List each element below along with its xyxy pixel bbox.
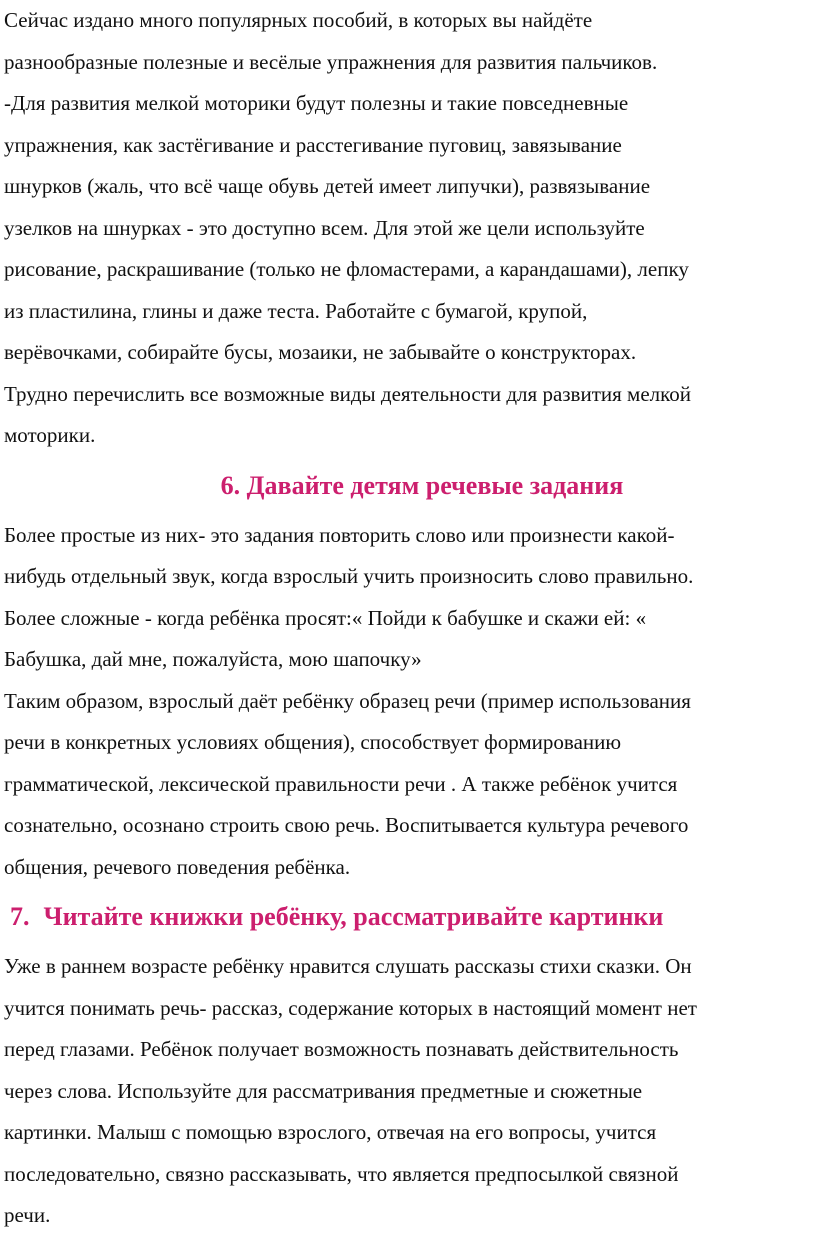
text-line: Более простые из них- это задания повторить слово или произнести какой- — [4, 522, 675, 547]
text-line: рисование, раскрашивание (только не фломастерами, а карандашами), лепку — [4, 257, 689, 281]
text-line: перед глазами. Ребёнок получает возможность познавать действительность — [4, 1037, 679, 1061]
text-line: моторики. — [4, 423, 96, 447]
text-line: Более сложные - когда ребёнка просят:« Пойди к бабушке и скажи ей: « — [4, 605, 647, 630]
text-line: узелков на шнурках - это доступно всем. Для этой же цели используйте — [4, 215, 645, 240]
text-line: через слова. Используйте для рассматривания предметные и сюжетные — [4, 1078, 643, 1103]
text-line: картинки. Малыш с помощью взрослого, отвечая на его вопросы, учится — [4, 1120, 657, 1144]
text-line: Уже в раннем возрасте ребёнку нравится слушать рассказы стихи сказки. Он — [4, 954, 692, 978]
section-7-title: Читайте книжки ребёнку, рассматривайте картинки — [43, 902, 664, 931]
section-7-paragraph — [4, 946, 810, 1237]
section-6-heading: 6. Давайте детям речевые задания — [220, 470, 624, 500]
text-line: речи в конкретных условиях общения), способствует формированию — [4, 730, 622, 754]
section-7-number: 7. — [10, 902, 30, 931]
section-7-heading — [4, 888, 810, 946]
section-6-paragraph — [4, 515, 810, 889]
text-line: разнообразные полезные и весёлые упражнения для развития пальчиков. — [4, 49, 658, 74]
text-line: шнурков (жаль, что всё чаще обувь детей имеет липучки), развязывание — [4, 174, 651, 198]
text-line: последовательно, связно рассказывать, что является предпосылкой связной — [4, 1161, 679, 1186]
text-line: Трудно перечислить все возможные виды деятельности для развития мелкой — [4, 381, 692, 406]
text-line: грамматической, лексической правильности речи . А также ребёнок учится — [4, 771, 678, 796]
text-line: -Для развития мелкой моторики будут полезны и такие повседневные — [4, 91, 629, 115]
text-line: нибудь отдельный звук, когда взрослый учить произносить слово правильно. — [4, 564, 694, 588]
text-line: Сейчас издано много популярных пособий, в которых вы найдёте — [4, 8, 593, 32]
text-line: из пластилина, глины и даже теста. Работайте с бумагой, крупой, — [4, 298, 588, 323]
text-line: упражнения, как застёгивание и расстегивание пуговиц, завязывание — [4, 132, 622, 157]
text-line: Таким образом, взрослый даёт ребёнку образец речи (пример использования — [4, 688, 691, 713]
text-line: учится понимать речь- рассказ, содержание которых в настоящий момент нет — [4, 995, 697, 1020]
intro-paragraph — [4, 0, 810, 457]
text-line: общения, речевого поведения ребёнка. — [4, 854, 351, 879]
text-line: верёвочками, собирайте бусы, мозаики, не забывайте о конструкторах. — [4, 340, 637, 364]
text-line: Бабушка, дай мне, пожалуйста, мою шапочку» — [4, 647, 422, 671]
text-line: речи. — [4, 1203, 51, 1227]
text-line: сознательно, осознано строить свою речь. Воспитывается культура речевого — [4, 813, 689, 837]
